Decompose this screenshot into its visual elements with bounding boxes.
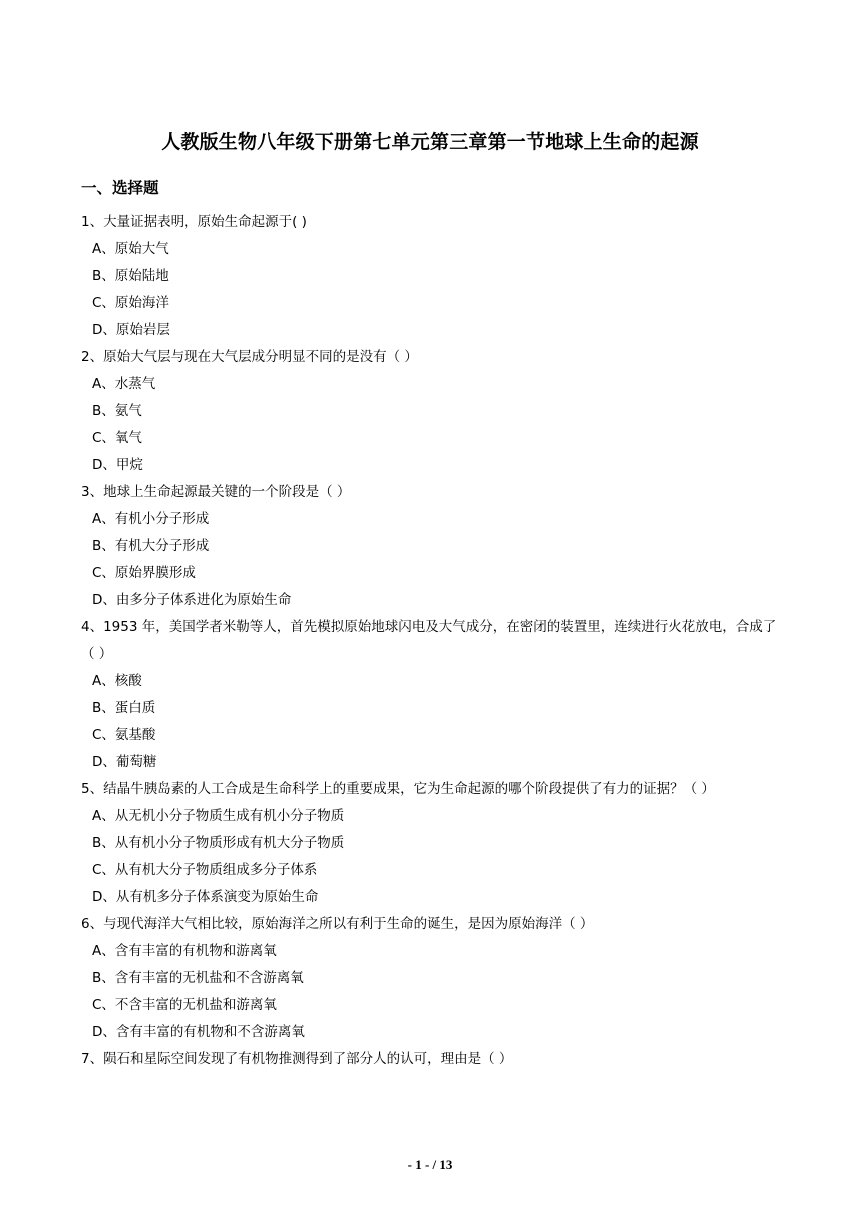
option-a: A、核酸 bbox=[92, 673, 142, 689]
question-stem: 1、大量证据表明，原始生命起源于( ) bbox=[81, 214, 307, 230]
question-stem: 6、与现代海洋大气相比较，原始海洋之所以有利于生命的诞生，是因为原始海洋（ ） bbox=[81, 916, 594, 932]
option-b: B、原始陆地 bbox=[92, 268, 169, 284]
option-b: B、有机大分子形成 bbox=[92, 538, 210, 554]
option-b: B、蛋白质 bbox=[92, 700, 156, 716]
option-d: D、葡萄糖 bbox=[92, 754, 157, 770]
question-6 bbox=[81, 911, 781, 1046]
question-3 bbox=[81, 479, 781, 614]
option-c: C、氨基酸 bbox=[92, 727, 156, 743]
option-d: D、含有丰富的有机物和不含游离氧 bbox=[92, 1024, 305, 1040]
option-c: C、原始海洋 bbox=[92, 295, 169, 311]
question-list bbox=[81, 209, 781, 1073]
section-heading: 一、选择题 bbox=[81, 179, 159, 197]
option-b: B、从有机小分子物质形成有机大分子物质 bbox=[92, 835, 345, 851]
question-5 bbox=[81, 776, 781, 911]
option-c: C、原始界膜形成 bbox=[92, 565, 196, 581]
option-d: D、由多分子体系进化为原始生命 bbox=[92, 592, 292, 608]
option-b: B、氨气 bbox=[92, 403, 142, 419]
option-d: D、从有机多分子体系演变为原始生命 bbox=[92, 889, 319, 905]
option-b: B、含有丰富的无机盐和不含游离氧 bbox=[92, 970, 304, 986]
option-c: C、氧气 bbox=[92, 430, 142, 446]
option-d: D、甲烷 bbox=[92, 457, 143, 473]
question-4 bbox=[81, 614, 781, 776]
page-number: - 1 - / 13 bbox=[407, 1157, 453, 1172]
question-2 bbox=[81, 344, 781, 479]
question-7 bbox=[81, 1046, 781, 1073]
document-title: 人教版生物八年级下册第七单元第三章第一节地球上生命的起源 bbox=[161, 131, 699, 153]
option-a: A、从无机小分子物质生成有机小分子物质 bbox=[92, 808, 345, 824]
option-a: A、有机小分子形成 bbox=[92, 511, 210, 527]
option-d: D、原始岩层 bbox=[92, 322, 170, 338]
question-stem: 2、原始大气层与现在大气层成分明显不同的是没有（ ） bbox=[81, 349, 418, 365]
option-c: C、从有机大分子物质组成多分子体系 bbox=[92, 862, 318, 878]
option-a: A、含有丰富的有机物和游离氧 bbox=[92, 943, 277, 959]
question-stem: 4、1953 年，美国学者米勒等人，首先模拟原始地球闪电及大气成分，在密闭的装置里，连续进行火花放电，合成了（ ） bbox=[81, 619, 777, 662]
question-1 bbox=[81, 209, 781, 344]
question-stem: 5、结晶牛胰岛素的人工合成是生命科学上的重要成果，它为生命起源的哪个阶段提供了有力的证据？（ ） bbox=[81, 781, 715, 797]
question-stem: 3、地球上生命起源最关键的一个阶段是（ ） bbox=[81, 484, 351, 500]
option-a: A、原始大气 bbox=[92, 241, 169, 257]
option-c: C、不含丰富的无机盐和游离氧 bbox=[92, 997, 277, 1013]
question-stem: 7、陨石和星际空间发现了有机物推测得到了部分人的认可，理由是（ ） bbox=[81, 1051, 513, 1067]
option-a: A、水蒸气 bbox=[92, 376, 156, 392]
